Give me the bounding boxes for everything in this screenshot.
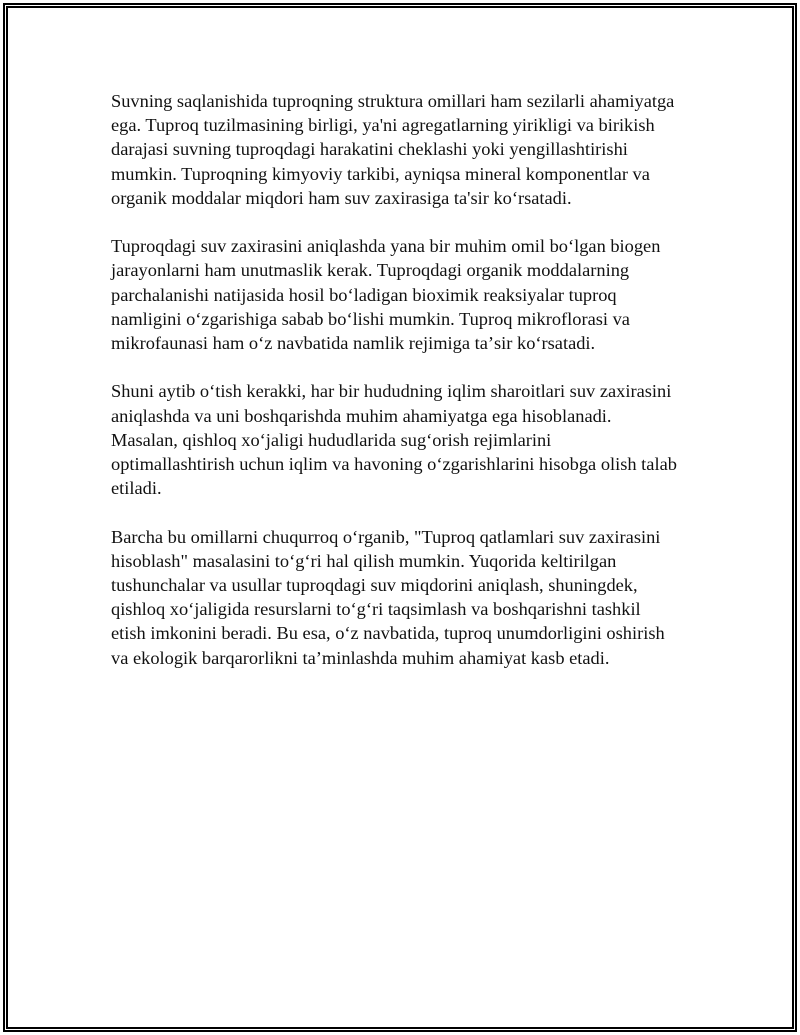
paragraph-conclusion: Barcha bu omillarni chuqurroq oʻrganib, "Tuproq qatlamlari suv zaxirasini hisoblash" masalasini toʻgʻri hal qilish mumkin. Yuqorida keltirilgan tushunchalar va usullar tuproqdagi suv miqdorini aniqlash, shuningdek, qishloq xoʻjaligida resurslarni toʻgʻri taqsimlash va boshqarishni tashkil etish imkonini beradi. Bu esa, oʻz navbatida, tuproq unumdorligini oshirish va ekologik barqarorlikni taʼminlashda muhim ahamiyat kasb etadi. bbox=[111, 526, 665, 668]
paragraph-biogenic-processes: Tuproqdagi suv zaxirasini aniqlashda yana bir muhim omil boʻlgan biogen jarayonlarni ham unutmaslik kerak. Tuproqdagi organik moddalarning parchalanishi natijasida hosil boʻladigan bioximik reaksiyalar tuproq namligini oʻzgarishiga sabab boʻlishi mumkin. Tuproq mikroflorasi va mikrofaunasi ham oʻz navbatida namlik rejimiga taʼsir koʻrsatadi. bbox=[111, 236, 661, 354]
document-body bbox=[111, 89, 701, 694]
paragraph-climate-conditions: Shuni aytib oʻtish kerakki, har bir hududning iqlim sharoitlari suv zaxirasini aniqlashda va uni boshqarishda muhim ahamiyatga ega hisoblanadi. Masalan, qishloq xoʻjaligi hududlarida sugʻorish rejimlarini optimallashtirish uchun iqlim va havoning oʻzgarishlarini hisobga olish talab etiladi. bbox=[111, 381, 677, 499]
paragraph-soil-structure: Suvning saqlanishida tuproqning struktura omillari ham sezilarli ahamiyatga ega. Tuproq tuzilmasining birligi, ya'ni agregatlarning yirikligi va birikish darajasi suvning tuproqdagi harakatini cheklashi yoki yengillashtirishi mumkin. Tuproqning kimyoviy tarkibi, ayniqsa mineral komponentlar va organik moddalar miqdori ham suv zaxirasiga ta'sir koʻrsatadi. bbox=[111, 91, 675, 208]
